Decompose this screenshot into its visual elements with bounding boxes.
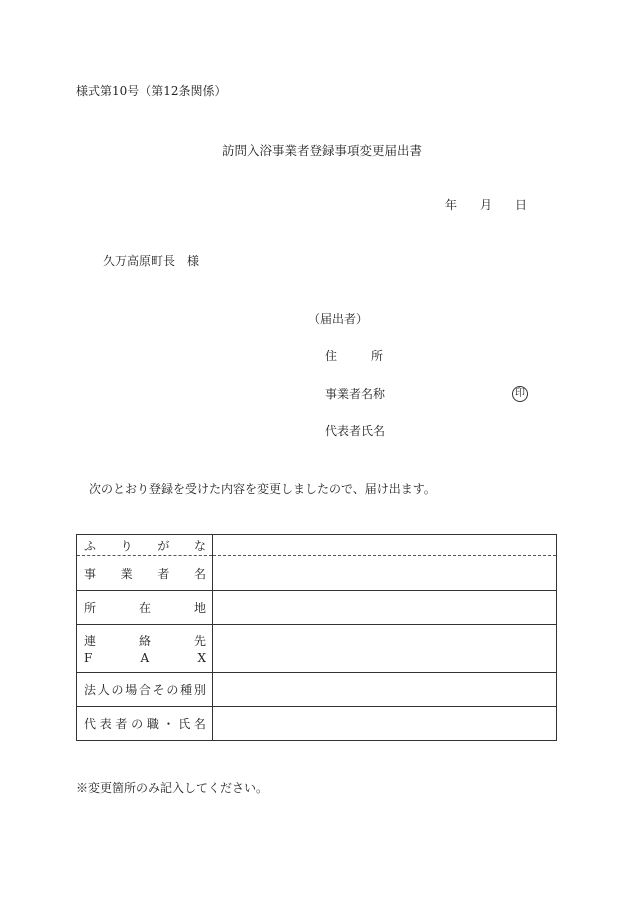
address-label-char: 所 (370, 349, 383, 363)
label-char: 法 (84, 683, 97, 697)
label-char: が (157, 538, 170, 553)
label-char: 名 (193, 566, 206, 581)
contact-fax-field[interactable] (213, 625, 557, 673)
label-char: 別 (193, 683, 206, 697)
label-char: 氏 (178, 717, 191, 731)
label-char: ・ (162, 717, 175, 731)
address-label-char: 住 (325, 349, 338, 363)
label-corporation-type (77, 673, 213, 707)
table-row-contact (77, 625, 557, 673)
label-char: 表 (99, 717, 112, 731)
label-char: 先 (193, 634, 206, 648)
label-char: 所 (84, 601, 97, 615)
label-char: 者 (115, 717, 128, 731)
table-row-furigana (77, 535, 557, 556)
label-char: 名 (193, 717, 206, 731)
business-name-label: 事業者名称 (325, 387, 386, 401)
label-business-name (77, 556, 213, 591)
label-char: 人 (97, 683, 110, 697)
label-char: 合 (138, 683, 151, 697)
label-char: 在 (138, 601, 151, 615)
corporation-type-field[interactable] (213, 673, 557, 707)
label-char: A (140, 651, 150, 665)
label-char: ふ (84, 538, 97, 553)
label-char: X (197, 651, 206, 665)
business-name-field[interactable] (213, 556, 557, 591)
label-contact (77, 625, 213, 673)
label-char: の (131, 717, 144, 731)
label-char: 場 (125, 683, 138, 697)
location-field[interactable] (213, 591, 557, 625)
document-title: 訪問入浴事業者登録事項変更届出書 (222, 143, 423, 158)
label-char: 業 (120, 566, 133, 581)
label-char: り (120, 538, 133, 553)
representative-field[interactable] (213, 707, 557, 741)
label-char: そ (152, 683, 165, 697)
label-char: 連 (84, 634, 97, 648)
label-char: な (193, 538, 206, 553)
address-label (325, 350, 383, 362)
label-char: 事 (84, 566, 97, 581)
label-location (77, 591, 213, 625)
label-char: 代 (84, 717, 97, 731)
label-representative (77, 707, 213, 741)
label-char: の (111, 683, 124, 697)
footnote: ※変更箇所のみ記入してください。 (76, 781, 269, 795)
notifier-heading: （届出者） (308, 312, 369, 326)
date-day: 日 (515, 198, 528, 212)
statement: 次のとおり登録を受けた内容を変更しましたので、届け出ます。 (89, 482, 436, 496)
change-details-table (76, 534, 557, 741)
table-row-corporation-type (77, 673, 557, 707)
table-row-representative (77, 707, 557, 741)
label-furigana (77, 535, 213, 556)
label-char: 種 (180, 683, 193, 697)
representative-label: 代表者氏名 (325, 424, 386, 438)
date-year: 年 (445, 198, 458, 212)
label-char: 者 (157, 566, 170, 581)
label-char: 職 (146, 717, 159, 731)
date-month: 月 (480, 198, 493, 212)
seal-icon: 印 (512, 386, 528, 402)
label-char: 絡 (138, 634, 151, 648)
seal-mark (512, 386, 528, 402)
table-row-business-name (77, 556, 557, 591)
addressee: 久万高原町長 様 (103, 254, 200, 268)
form-number: 様式第10号（第12条関係） (76, 84, 227, 98)
label-char: F (84, 651, 93, 665)
label-char: の (166, 683, 179, 697)
furigana-field[interactable] (213, 535, 557, 556)
label-char: 地 (193, 601, 206, 615)
table-row-location (77, 591, 557, 625)
